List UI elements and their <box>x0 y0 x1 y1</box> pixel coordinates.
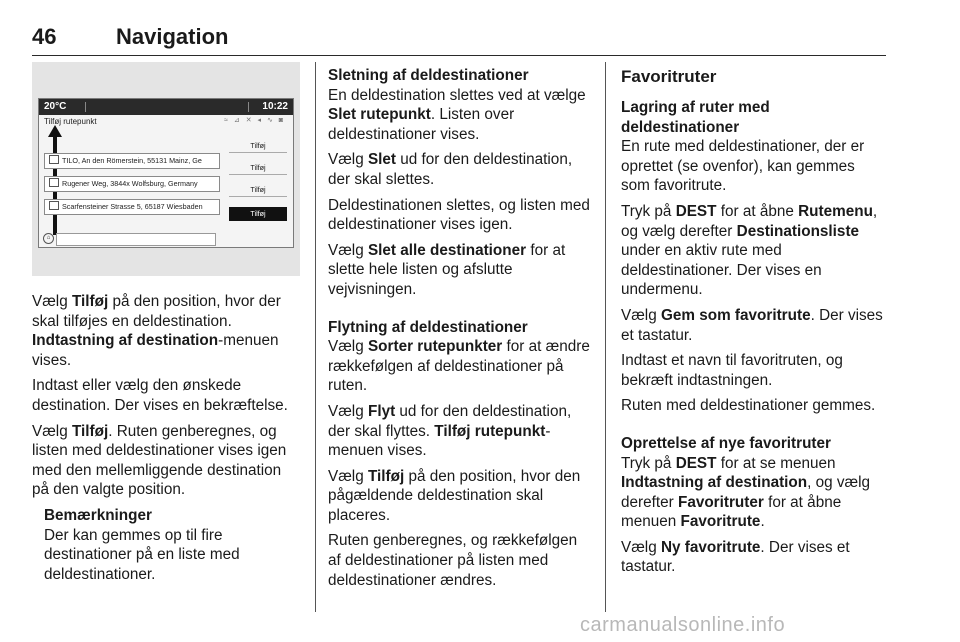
infotainment-screen <box>38 98 294 248</box>
add-button[interactable]: Tilføj <box>229 161 287 175</box>
home-icon[interactable]: ⌂ <box>43 233 54 244</box>
paragraph: En rute med deldestinationer, der er oprettet (se ovenfor), kan gemmes som favoritrute. <box>621 138 865 195</box>
paragraph: Deldestinationen slettes, og listen med deldestinationer vises igen. <box>328 196 590 234</box>
column-divider <box>605 62 606 612</box>
section-title: Favoritruter <box>621 67 717 86</box>
destination-row[interactable]: TILO, An den Römerstein, 55131 Mainz, Ge <box>44 153 220 169</box>
page-header <box>32 24 886 56</box>
waypoint-icon <box>49 201 59 210</box>
paragraph: Vælg Tilføj på den position, hvor der skal tilføjes en deldestination. Indtastning af destination-menuen vises. <box>32 293 281 369</box>
status-icons: ≈ ⊿ ✕ ◂ ∿ ◙ <box>224 117 285 124</box>
column-2 <box>328 66 594 596</box>
page-number: 46 <box>32 24 57 49</box>
paragraph: Indtast eller vælg den ønskede destination. Der vises en bekræftelse. <box>32 377 288 414</box>
column-3 <box>621 66 887 583</box>
paragraph: Vælg Tilføj. Ruten genberegnes, og listen med deldestinationer vises igen med den mellemliggende destination på den valgte position. <box>32 422 287 499</box>
paragraph: Vælg Slet ud for den deldestination, der skal slettes. <box>328 151 573 188</box>
add-button[interactable]: Tilføj <box>229 139 287 153</box>
paragraph: Vælg Slet alle destinationer for at slette hele listen og afslutte vejvisningen. <box>328 241 566 298</box>
section-heading: Flytning af deldestinationer <box>328 318 528 336</box>
paragraph: Vælg Tilføj på den position, hvor den pågældende deldestination skal placeres. <box>328 467 581 524</box>
waypoint-icon <box>49 178 59 187</box>
status-bar <box>39 99 293 115</box>
paragraph: Vælg Sorter rutepunkter for at ændre rækkefølgen af deldestinationer på ruten. <box>328 338 590 395</box>
paragraph: Tryk på DEST for at åbne Rutemenu, og vælg derefter Destinationsliste under en aktiv rute med deldestinationer. Der vises en undermenu. <box>621 202 878 299</box>
paragraph: Ruten genberegnes, og rækkefølgen af deldestinationer på listen med deldestinationer ændres. <box>328 532 578 589</box>
destination-row[interactable]: Rugener Weg, 3844x Wolfsburg, Germany <box>44 176 220 192</box>
note-text: Der kan gemmes op til fire destinationer på en liste med deldestinationer. <box>44 526 240 583</box>
column-1 <box>32 292 300 590</box>
paragraph: Ruten med deldestinationer gemmes. <box>621 397 876 415</box>
destination-field[interactable] <box>56 233 216 246</box>
add-button-selected[interactable]: Tilføj <box>229 207 287 221</box>
menu-title: Tilføj rutepunkt <box>44 117 97 126</box>
paragraph: Vælg Flyt ud for den deldestination, der skal flyttes. Tilføj rutepunkt-menuen vises. <box>328 402 572 460</box>
paragraph: En deldestination slettes ved at vælge Slet rutepunkt. Listen over deldestinationer vises. <box>328 86 586 143</box>
page-title: Navigation <box>116 24 229 49</box>
section-heading: Lagring af ruter med deldestinationer <box>621 99 770 136</box>
section-heading: Sletning af deldestinationer <box>328 67 529 84</box>
paragraph: Tryk på DEST for at se menuen Indtastning af destination, og vælg derefter Favoritruter for at åbne menuen Favoritrute. <box>621 454 871 531</box>
temperature-readout: 20°C <box>44 101 67 112</box>
note-title: Bemærkninger <box>44 506 152 524</box>
clock-readout: 10:22 <box>262 101 288 112</box>
watermark: carmanualsonline.info <box>580 614 786 636</box>
flag-icon <box>49 155 59 164</box>
section-heading: Oprettelse af nye favoritruter <box>621 434 831 452</box>
destination-row[interactable]: Scarfensteiner Strasse 5, 65187 Wiesbaden <box>44 199 220 215</box>
paragraph: Indtast et navn til favoritruten, og bekræft indtastningen. <box>621 352 843 389</box>
note <box>32 506 300 584</box>
column-divider <box>315 62 316 612</box>
screen-illustration <box>32 62 300 276</box>
add-button[interactable]: Tilføj <box>229 183 287 197</box>
paragraph: Vælg Ny favoritrute. Der vises et tastatur. <box>621 538 850 576</box>
paragraph: Vælg Gem som favoritrute. Der vises et tastatur. <box>621 306 883 344</box>
